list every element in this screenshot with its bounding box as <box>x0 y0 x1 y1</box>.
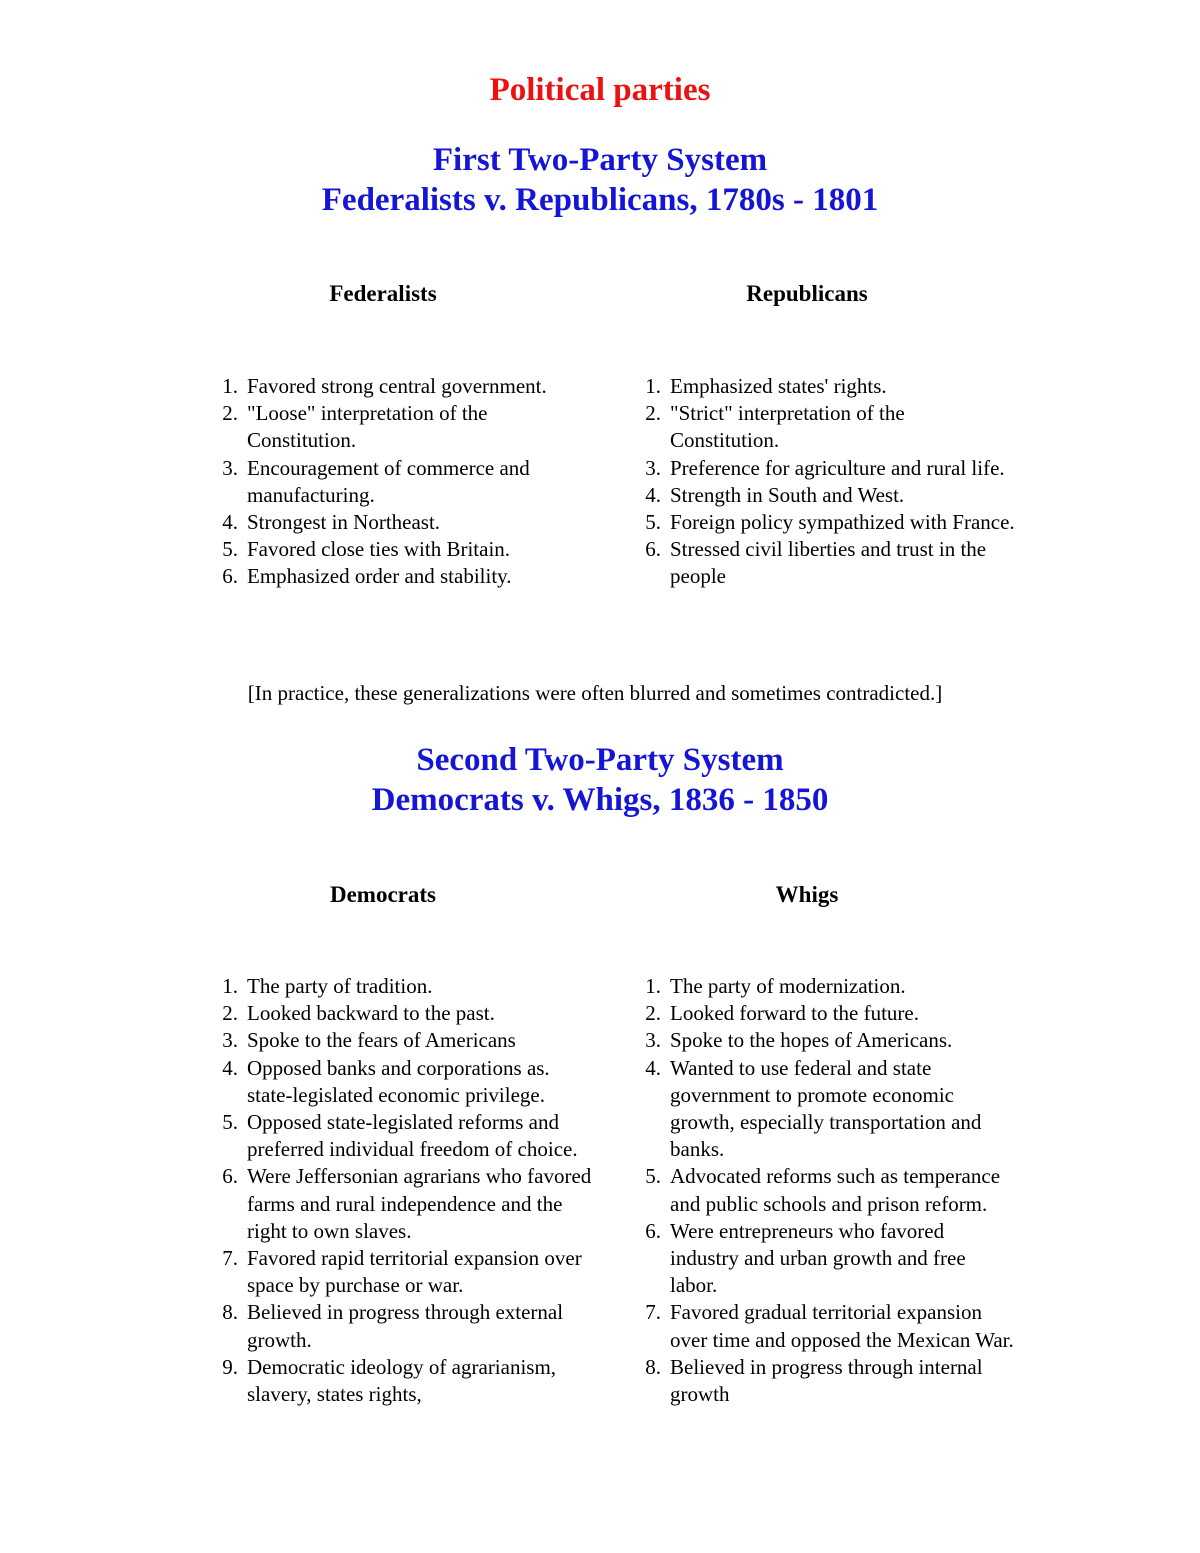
list-item: 2. Looked backward to the past. <box>222 1001 495 1026</box>
list-item-text: "Loose" interpretation of the Constitution. <box>247 401 488 453</box>
list-item: 2. Looked forward to the future. <box>645 1001 919 1026</box>
list-item-text: Looked backward to the past. <box>247 1001 495 1026</box>
list-item: 4. Strongest in Northeast. <box>222 510 441 535</box>
list-item-text: Were entrepreneurs who favored industry and urban growth and free labor. <box>670 1218 966 1298</box>
list-item-text: Advocated reforms such as temperance and public schools and prison reform. <box>670 1164 1001 1216</box>
second-system-heading-line2: Democrats v. Whigs, 1836 - 1850 <box>371 782 829 818</box>
second-system-heading <box>0 740 1200 820</box>
list-item: 9. Democratic ideology of agrarianism, slavery, states rights, <box>222 1354 557 1407</box>
list-item-text: Wanted to use federal and state government to promote economic growth, especially transportation and banks. <box>670 1055 982 1162</box>
list-item-text: Strongest in Northeast. <box>247 510 441 535</box>
list-item: 3. Encouragement of commerce and manufacturing. <box>222 455 530 507</box>
list-item-text: Looked forward to the future. <box>670 1001 919 1026</box>
second-system-heading-line1: Second Two-Party System <box>416 742 784 778</box>
republicans-heading: Republicans <box>746 281 868 306</box>
list-item: 2. "Loose" interpretation of the Constitution. <box>222 401 488 453</box>
list-item-text: The party of tradition. <box>247 974 433 998</box>
list-item-text: "Strict" interpretation of the Constitution. <box>670 401 905 453</box>
list-item-text: Spoke to the fears of Americans <box>247 1028 516 1053</box>
list-item-text: Favored strong central government. <box>247 374 547 398</box>
first-system-heading-line2: Federalists v. Republicans, 1780s - 1801 <box>321 182 879 218</box>
list-item: 3. Preference for agriculture and rural life. <box>645 455 1005 480</box>
list-item-text: The party of modernization. <box>670 974 906 998</box>
list-item: 4. Opposed banks and corporations as. state-legislated economic privilege. <box>222 1055 550 1107</box>
list-item: 5. Foreign policy sympathized with France. <box>645 510 1015 535</box>
list-item: 4. Wanted to use federal and state government to promote economic growth, especially transportation and banks. <box>645 1055 982 1162</box>
list-item: 6. Emphasized order and stability. <box>222 564 512 589</box>
federalists-heading: Federalists <box>329 281 437 306</box>
page-title: Political parties <box>489 72 711 108</box>
list-item: 8. Believed in progress through internal growth <box>645 1354 983 1407</box>
list-item-text: Favored rapid territorial expansion over space by purchase or war. <box>247 1246 582 1298</box>
list-item-text: Favored close ties with Britain. <box>247 537 511 562</box>
list-item: 4. Strength in South and West. <box>645 482 905 507</box>
list-item-text: Encouragement of commerce and manufacturing. <box>247 455 530 507</box>
first-system-heading-line1: First Two-Party System <box>432 142 768 178</box>
list-item: 5. Advocated reforms such as temperance and public schools and prison reform. <box>645 1164 1001 1216</box>
list-item-text: Spoke to the hopes of Americans. <box>670 1028 953 1053</box>
list-item: 6. Were Jeffersonian agrarians who favored farms and rural independence and the right to own slaves. <box>222 1164 592 1243</box>
list-item-text: Believed in progress through internal growth <box>670 1354 983 1407</box>
list-item-text: Believed in progress through external growth. <box>247 1300 564 1352</box>
democrats-heading: Democrats <box>329 882 436 907</box>
practice-note: [In practice, these generalizations were often blurred and sometimes contradicted.] <box>247 681 943 705</box>
list-item: 7. Favored gradual territorial expansion over time and opposed the Mexican War. <box>645 1300 1014 1352</box>
whigs-heading: Whigs <box>775 882 839 907</box>
list-item-text: Favored gradual territorial expansion over time and opposed the Mexican War. <box>670 1300 1014 1352</box>
whigs-list <box>633 973 1018 1408</box>
list-item: 5. Favored close ties with Britain. <box>222 537 511 562</box>
list-item: 6. Stressed civil liberties and trust in the people <box>645 537 987 589</box>
list-item-text: Stressed civil liberties and trust in the people <box>670 537 987 589</box>
list-item: 1. Favored strong central government. <box>222 374 547 398</box>
list-item: 8. Believed in progress through external growth. <box>222 1300 564 1352</box>
list-item: 5. Opposed state-legislated reforms and preferred individual freedom of choice. <box>222 1110 578 1162</box>
list-item: 7. Favored rapid territorial expansion over space by purchase or war. <box>222 1246 582 1298</box>
list-item: 3. Spoke to the hopes of Americans. <box>645 1028 953 1053</box>
list-item-text: Democratic ideology of agrarianism, slavery, states rights, <box>247 1354 557 1407</box>
list-item-text: Strength in South and West. <box>670 482 905 507</box>
list-item: 2. "Strict" interpretation of the Constitution. <box>645 401 905 453</box>
list-item-text: Emphasized states' rights. <box>670 374 887 398</box>
federalists-list <box>210 373 595 591</box>
list-item: 1. The party of tradition. <box>222 974 433 998</box>
list-item: 6. Were entrepreneurs who favored industry and urban growth and free labor. <box>645 1218 966 1298</box>
democrats-list <box>210 973 595 1408</box>
list-item-text: Were Jeffersonian agrarians who favored farms and rural independence and the right to own slaves. <box>247 1164 592 1243</box>
list-item-text: Preference for agriculture and rural life. <box>670 455 1005 480</box>
list-item-text: Foreign policy sympathized with France. <box>670 510 1015 535</box>
republicans-list <box>633 373 1018 591</box>
list-item: 1. The party of modernization. <box>645 974 906 998</box>
list-item-text: Opposed state-legislated reforms and preferred individual freedom of choice. <box>247 1110 578 1162</box>
list-item: 3. Spoke to the fears of Americans <box>222 1028 516 1053</box>
list-item-text: Opposed banks and corporations as. state-legislated economic privilege. <box>247 1055 550 1107</box>
list-item: 1. Emphasized states' rights. <box>645 374 887 398</box>
first-system-heading <box>0 140 1200 220</box>
list-item-text: Emphasized order and stability. <box>247 564 512 589</box>
